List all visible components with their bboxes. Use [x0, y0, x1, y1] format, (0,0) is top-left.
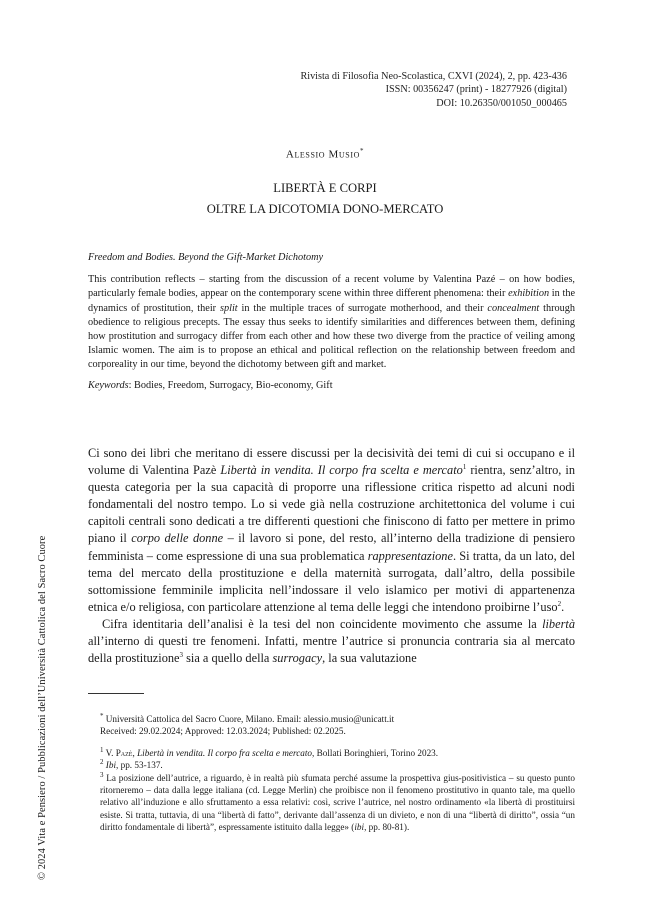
journal-citation: Rivista di Filosofia Neo-Scolastica, CXVI (2024), 2, pp. 423-436	[300, 71, 567, 82]
text-span: – il lavoro si pone, del resto, all’interno della tradizione di pensiero femminista – come espressione di una sua problematica	[88, 531, 575, 563]
abstract-emphasis: concealment	[487, 302, 540, 314]
abstract-span: This contribution reflects – starting from the discussion of a recent volume by Valentina Pazé – on how bodies, particularly female bodies, appear on the contemporary scene within three different phenomena: their	[88, 274, 575, 300]
text-span: , pp. 80-81).	[364, 822, 410, 833]
title-line-1: LIBERTÀ E CORPI	[273, 181, 377, 195]
journal-header	[167, 70, 567, 110]
text-span: .	[561, 599, 565, 614]
article-title	[0, 178, 650, 220]
text-span: , Bollati Boringhieri, Torino 2023.	[312, 747, 439, 758]
author-name-text: Alessio Musio	[285, 148, 360, 161]
emphasis: surrogacy	[272, 651, 323, 666]
emphasis: Ibi	[103, 760, 117, 771]
text-span: sia a quello della	[183, 651, 273, 666]
footnotes	[88, 713, 575, 834]
footnote-mark: 2	[100, 758, 104, 767]
journal-issn: ISSN: 00356247 (print) - 18277926 (digital)	[385, 84, 567, 96]
footnote-2	[88, 759, 575, 771]
footnote-mark: 3	[100, 770, 104, 779]
copyright-sidebar: © 2024 Vita e Pensiero / Pubblicazioni dell’Università Cattolica del Sacro Cuore	[37, 535, 48, 880]
footnote-divider	[88, 693, 144, 694]
cited-author: Pazè	[115, 747, 133, 758]
affiliation-note	[88, 713, 575, 725]
abstract-emphasis: exhibition	[508, 288, 550, 300]
text-span: . Si tratta, da un lato, del tema del mercato della prostituzione e della maternità surrogata, dall’altro, della possibile sottomissione femminile implicita nell’indossare il velo islamico per motivi di appartenenza etnica e/o religiosa, con particolare attenzione al tema delle leggi che intendono proibirne l’uso	[88, 548, 575, 614]
journal-doi: DOI: 10.26350/001050_000465	[436, 97, 567, 109]
text-span: V.	[103, 747, 116, 758]
affiliation-text: Università Cattolica del Sacro Cuore, Milano. Email: alessio.musio@unicatt.it	[103, 714, 395, 724]
text-span: , pp. 53-137.	[116, 760, 163, 771]
keywords	[88, 379, 575, 393]
book-title: Libertà in vendita. Il corpo fra scelta e mercato	[220, 463, 463, 478]
text-span: ,	[132, 747, 138, 758]
author-note-mark: *	[359, 147, 365, 155]
keywords-list: : Bodies, Freedom, Surrogacy, Bio-economy, Gift	[128, 379, 333, 391]
cited-title: Libertà in vendita. Il corpo fra scelta e mercato	[137, 747, 313, 758]
english-title: Freedom and Bodies. Beyond the Gift-Market Dichotomy	[88, 252, 324, 263]
title-line-2: OLTRE LA DICOTOMIA DONO-MERCATO	[206, 202, 444, 216]
footnote-3	[88, 772, 575, 834]
abstract-text	[88, 273, 575, 372]
abstract	[88, 251, 575, 393]
abstract-span: through obedience to religious precepts. The essay thus seeks to identify similarities and differences between them, defining how prostitution and surrogacy differ from each other and how these two diverge from the practice of veiling among Islamic women. The aim is to propose an ethical and political reflection on the relationship between freedom and corporeality in our time, beyond the dichotomy between gift and market.	[88, 302, 575, 371]
abstract-span: in the dynamics of prostitution, their	[88, 288, 576, 314]
text-span: all’interno di questi tre fenomeni. Infatti, mentre l’autrice si pronuncia contraria sia al mercato della prostituzione	[88, 634, 575, 666]
paragraph-2	[88, 616, 575, 667]
received-dates: Received: 29.02.2024; Approved: 12.03.2024; Published: 02.2025.	[100, 726, 346, 737]
emphasis: rappresentazione	[367, 548, 453, 563]
author-name	[0, 147, 650, 161]
footnote-ref: 1	[462, 462, 467, 471]
text-span: rientra, senz’altro, in questa categoria per la sua capacità di proporre una riflessione critica rispetto ad alcuni nodi fondamentali del nostro tempo. Lo si vede già nella costruzione architettonica del volume i cui capitoli centrali sono dedicati a tre differenti questioni che finiscono di fatto per mettere in primo piano il	[88, 463, 575, 546]
paragraph-1	[88, 445, 575, 616]
footnote-mark: 1	[100, 745, 104, 754]
footnote-mark: *	[100, 711, 104, 720]
keywords-label: Keywords	[88, 379, 129, 391]
abstract-span: in the multiple traces of surrogate motherhood, and their	[237, 302, 488, 314]
emphasis: corpo delle donne	[131, 531, 224, 546]
footnote-ref: 3	[179, 651, 184, 660]
text-span: Cifra identitaria dell’analisi è la tesi del non coincidente movimento che assume la	[102, 616, 543, 631]
footnote-1	[88, 747, 575, 759]
text-span: , la sua valutazione	[322, 651, 417, 666]
emphasis: ibi	[354, 822, 365, 833]
abstract-emphasis: split	[219, 302, 238, 314]
text-span: La posizione dell’autrice, a riguardo, è in realtà più sfumata perché assume la prospettiva gius-positivistica – su questo punto ritorneremo – data dalla legge italiana (cd. Legge Merlin) che proibisce non il fenomeno prostitutivo in quanto tale, ma quello relativo all’induzione e allo sfruttamento a essa relativi: così, scrive l’autrice, nel nostro ordinamento «la libertà di prostituirsi esiste. Si tratta, tuttavia, di una “libertà di fatto”, derivante dall’assenza di un divieto, e non di una “libertà di diritto”, ossia “un diritto fondamentale di libertà”, espressamente istituito dalla legge» (	[100, 772, 575, 833]
emphasis: libertà	[542, 616, 575, 631]
body-text	[88, 445, 575, 667]
footnote-ref: 2	[557, 599, 562, 608]
text-span: Ci sono dei libri che meritano di essere discussi per la decisività dei temi di cui si occupano e il volume di Valentina Pazè	[88, 446, 575, 478]
